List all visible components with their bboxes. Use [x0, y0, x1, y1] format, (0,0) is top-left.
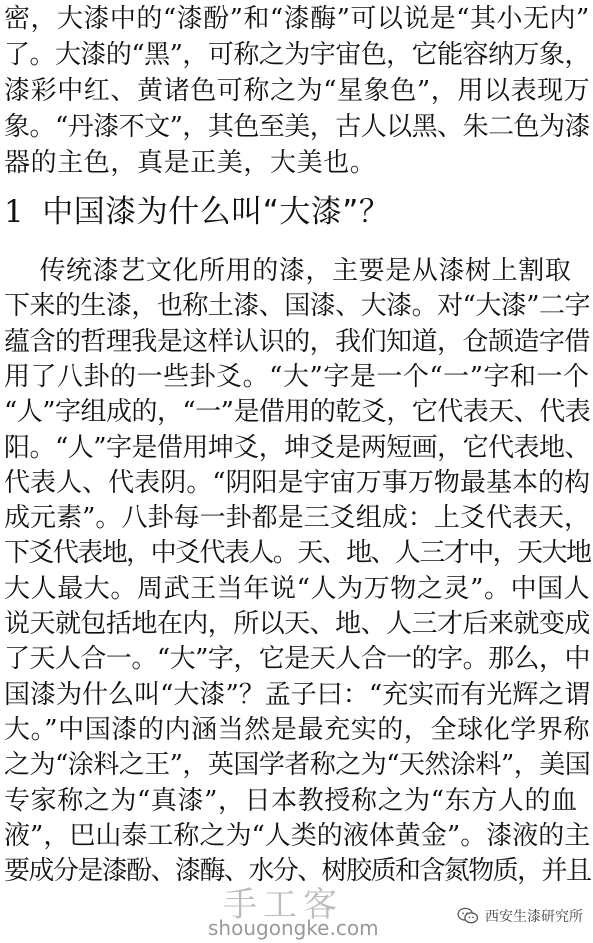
wechat-icon: [457, 907, 479, 925]
text-line: 下爻代表地，中爻代表人。天、地、人三才中，天大地: [4, 538, 591, 568]
text-line: 下来的生漆，也称土漆、国漆、大漆。对“大漆”二字: [4, 291, 590, 321]
text-line: 用了八卦的一些卦爻。“大”字是一个“一”字和一个: [4, 362, 590, 392]
text-line: 大人最大。周武王当年说“人为万物之灵”。中国人: [4, 574, 591, 604]
text-line: 器的主色，真是正美，大美也。: [4, 148, 377, 178]
text-line: 象。“丹漆不文”，其色至美，古人以黑、朱二色为漆: [4, 112, 590, 142]
account-name: 西安生漆研究所: [485, 909, 583, 925]
text-line: 传统漆艺文化所用的漆，主要是从漆树上割取: [4, 256, 572, 286]
site-watermark: [208, 885, 379, 940]
section-number: 1: [4, 194, 25, 230]
text-line: 密，大漆中的“漆酚”和“漆酶”可以说是“其小无内”: [4, 4, 590, 34]
text-line: 国漆为什么叫“大漆”？孟子曰：“充实而有光辉之谓: [4, 680, 591, 710]
text-line: 大。”中国漆的内涵当然是最充实的，全球化学界称: [4, 715, 591, 745]
section-heading: [4, 192, 390, 232]
text-line: 说天就包括地在内，所以天、地、人三才后来就变成: [4, 609, 590, 639]
text-line: “人”字组成的，“一”是借用的乾爻，它代表天、代表: [4, 397, 591, 427]
text-line: 蕴含的哲理我是这样认识的，我们知道，仓颉造字借: [4, 327, 590, 357]
text-line: 要成分是漆酚、漆酶、水分、树胶质和含氮物质，并且: [4, 856, 591, 886]
text-line: 阳。“人”字是借用坤爻，坤爻是两短画，它代表地、: [4, 433, 590, 463]
text-line: 了。大漆的“黑”，可称之为宇宙色，它能容纳万象，: [4, 40, 590, 70]
site-logo-text: 手工客: [223, 885, 343, 925]
text-line: 之为“涂料之王”，英国学者称之为“天然涂料”，美国: [4, 750, 591, 780]
site-url: shougongke.com: [208, 916, 379, 940]
account-watermark: [457, 906, 583, 926]
text-line: 代表人、代表阴。“阴阳是宇宙万事万物最基本的构: [4, 468, 591, 498]
text-line: 成元素”。八卦每一卦都是三爻组成：上爻代表天，: [4, 503, 591, 533]
text-line: 了天人合一。“大”字，它是天人合一的字。那么，中: [4, 644, 590, 674]
text-line: 液”，巴山泰工称之为“人类的液体黄金”。漆液的主: [4, 821, 591, 851]
text-line: 专家称之为“真漆”，日本教授称之为“东方人的血: [4, 786, 578, 816]
section-title: 中国漆为什么叫“大漆”？: [42, 194, 391, 230]
text-line: 漆彩中红、黄诸色可称之为“星象色”，用以表现万: [4, 76, 591, 106]
